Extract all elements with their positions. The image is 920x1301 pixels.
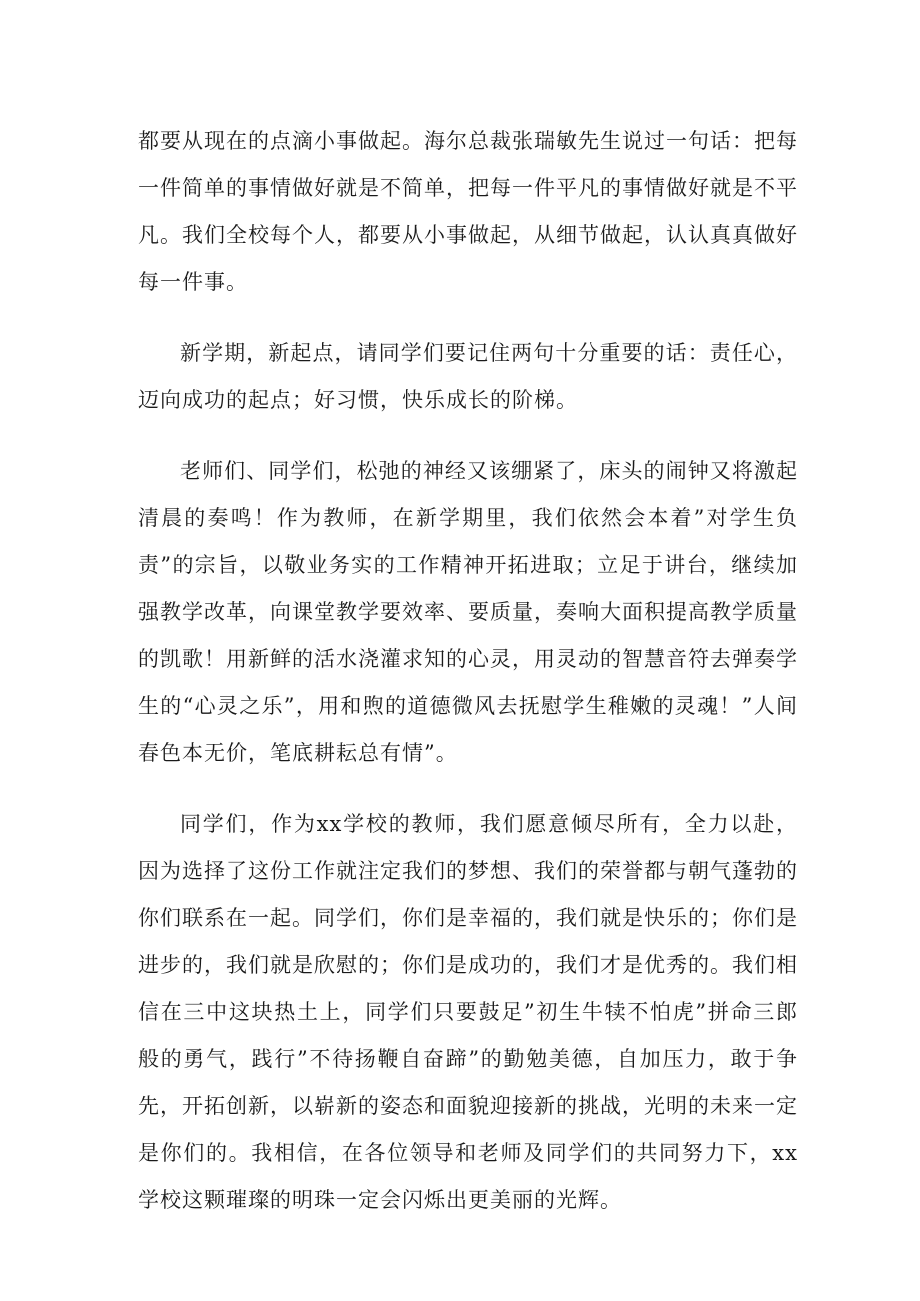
paragraph-continuation: 都要从现在的点滴小事做起。海尔总裁张瑞敏先生说过一句话：把每一件简单的事情做好就是不简单，把每一件平凡的事情做好就是不平凡。我们全校每个人，都要从小事做起，从细节做起，认认真真做好每一件事。 [138,129,798,294]
paragraph-new-semester: 新学期，新起点，请同学们要记住两句十分重要的话：责任心，迈向成功的起点；好习惯，快乐成长的阶梯。 [138,341,798,412]
document-body [138,118,798,1248]
paragraph-teachers-students: 老师们、同学们，松弛的神经又该绷紧了，床头的闹钟又将激起清晨的奏鸣！作为教师，在新学期里，我们依然会本着”对学生负责”的宗旨，以敬业务实的工作精神开拓进取；立足于讲台，继续加强教学改革，向课堂教学要效率、要质量，奏响大面积提高教学质量的凯歌！用新鲜的活水浇灌求知的心灵，用灵动的智慧音符去弹奏学生的“心灵之乐”，用和煦的道德微风去抚慰学生稚嫩的灵魂！”人间春色本无价，笔底耕耘总有情”。 [138,459,798,765]
paragraph-closing: 同学们，作为xx学校的教师，我们愿意倾尽所有，全力以赴，因为选择了这份工作就注定我们的梦想、我们的荣誉都与朝气蓬勃的你们联系在一起。同学们，你们是幸福的，我们就是快乐的；你们是进步的，我们就是欣慰的；你们是成功的，我们才是优秀的。我们相信在三中这块热土上，同学们只要鼓足”初生牛犊不怕虎”拼命三郎般的勇气，践行”不待扬鞭自奋蹄”的勤勉美德，自加压力，敢于争先，开拓创新，以崭新的姿态和面貌迎接新的挑战，光明的未来一定是你们的。我相信，在各位领导和老师及同学们的共同努力下，xx学校这颗璀璨的明珠一定会闪烁出更美丽的光辉。 [138,812,798,1212]
